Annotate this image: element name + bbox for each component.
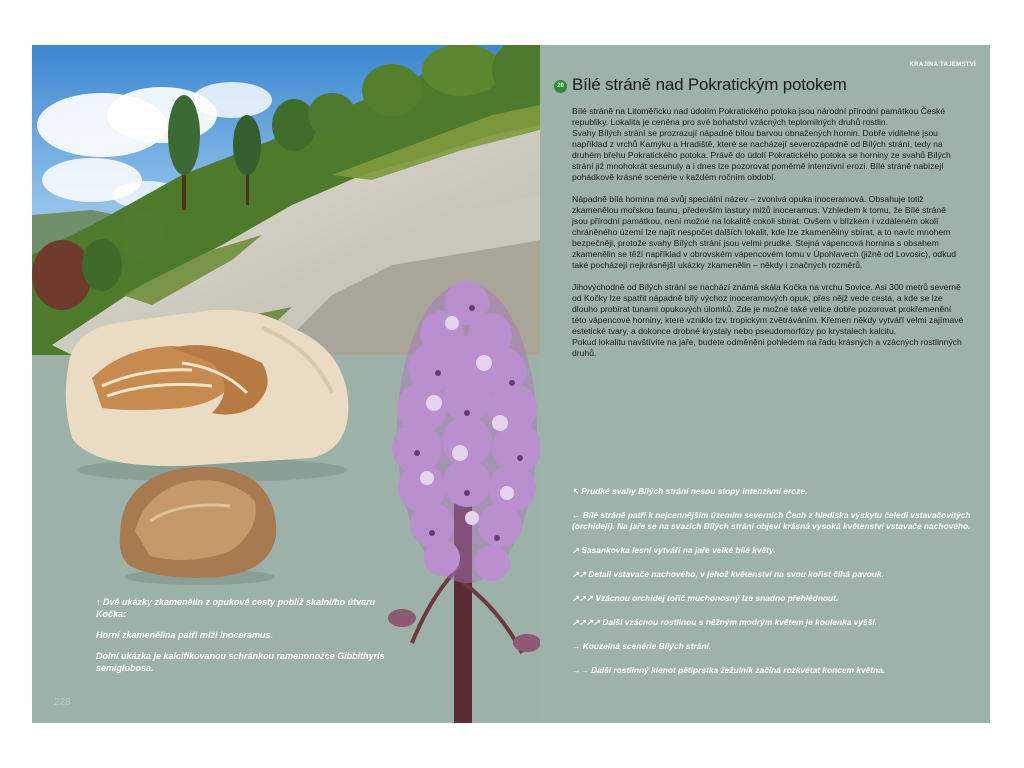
article-body	[572, 106, 964, 370]
caption-line: → Kouzelná scenérie Bílých strání.	[572, 641, 712, 651]
left-caption	[96, 596, 386, 683]
body-paragraph: Nápadně bílá hornina má svůj speciální název – zvonivá opuka inoceramová. Obsahuje totiž zkamenělou mořskou faunu, především lastury mlžů inoceramus. Vzhledem k tomu, že Bílé stráně jsou přírodní památkou, není možné na lokalitě cokoli sbírat. Ovšem v blízkém i vzdáleném okolí chráněného území lze najít nespočet dalších lokalit, kde lze zkameněliny sbírat, a to navíc mnohem bezpečněji, protože svahy Bílých strání jsou velmi prudké. Stejná vápencová hornina s obsahem zkamenělin se těží například v obrovském vápencovém lomu v Úpohlavech (jižně od Lovosic), odkud také pocházejí nejkrásnější ukázky zkamenělin – někdy i značných rozměrů.	[572, 194, 957, 270]
left-page	[32, 45, 540, 723]
body-paragraph: Jihovýchodně od Bílých strání se nachází známá skála Kočka na vrchu Sovice. Asi 300 metrů severně od Kočky lze spatřit nápadně bílý výchoz inoceramových opuk, přes nějž vede cesta, a kde se lze dlouho probírat tunami opukových úlomků. Zde je možné také velice dobře pozorovat prokřemenění této vápencové horniny, které vzniklo tzv. tropickým zvětráváním. Křemen někdy vytváří velmi zajímavé estetické tvary, a dokonce drobné krystaly nebo pseudomorfózy po krystalech kalcitu. Pokud lokalitu navštívíte na jaře, budete odměněni pohledem na řadu krásných a vzácných rostlinných druhů.	[572, 282, 964, 358]
caption-line: ↖ Prudké svahy Bílých strání nesou stopy intenzivní eroze.	[572, 486, 808, 496]
caption-line: ↗ Sasankovka lesní vytváří na jaře velké bílé květy.	[572, 545, 776, 555]
right-page	[540, 45, 990, 723]
running-head: KRAJINA TAJEMSTVÍ	[909, 62, 976, 68]
page-number: 228	[54, 697, 71, 708]
article-title: Bílé stráně nad Pokratickým potokem	[572, 75, 847, 94]
caption-line: →→ Další rostlinný klenot pětiprstka žežulník začíná rozkvétat koncem května.	[572, 665, 886, 675]
caption-line: ↗↗↗↗ Další vzácnou rostlinou s něžným modrým květem je koulenka vyšší.	[572, 617, 878, 627]
section-number-badge: 20	[554, 80, 567, 93]
caption-line: ↗↗↗ Vzácnou orchidej tořič muchonosný lze snadno přehlédnout.	[572, 593, 839, 603]
caption-line: ← Bílé stráně patří k nejcennějším územím severních Čech z hlediska výskytu čeledi vstavačovitých (orchidejí). Na jaře se na svazích Bílých strání objeví krásná vysoká květenství vstavače nachového.	[572, 510, 971, 531]
body-paragraph: Bílé stráně na Litoměřicku nad údolím Pokratického potoka jsou národní přírodní památkou České republiky. Lokalita je ceněna pro své bohatství vzácných teplomilných druhů rostlin. Svahy Bílých strání se prozrazují nápadně bílou barvou obnažených hornin. Dobře viditelné jsou například z vrchů Kamýku a Hradiště, které se nacházejí severozápadně od Bílých strání, tedy na druhém břehu Pokratického potoka. Právě do údolí Pokratického potoka se horniny ze svahů Bílých strání již mnohokrát sesunuly a i dnes lze pozorovat poměrně intenzivní erozi. Bílé stráně nabízejí pohádkově krásné scenérie v každém ročním období.	[572, 106, 951, 182]
caption-line: Dolní ukázka je kalcifikovanou schránkou ramenonožce Gibbithyris semiglobosa.	[96, 651, 385, 673]
book-spread	[32, 45, 990, 723]
caption-line: ↗↗ Detail vstavače nachového, v jehož květenství na svou kořist číhá pavouk.	[572, 569, 884, 579]
orchid-image	[372, 263, 562, 723]
caption-line: Horní zkamenělina patří mlži inoceramus.	[96, 630, 274, 640]
inoceramus-fossil-image	[62, 308, 352, 484]
brachiopod-fossil-image	[110, 461, 280, 585]
photo-captions	[572, 486, 972, 689]
caption-line: ↑ Dvě ukázky zkamenělin z opukové cesty poblíž skalní/ho útvaru Kočka:	[96, 597, 376, 619]
